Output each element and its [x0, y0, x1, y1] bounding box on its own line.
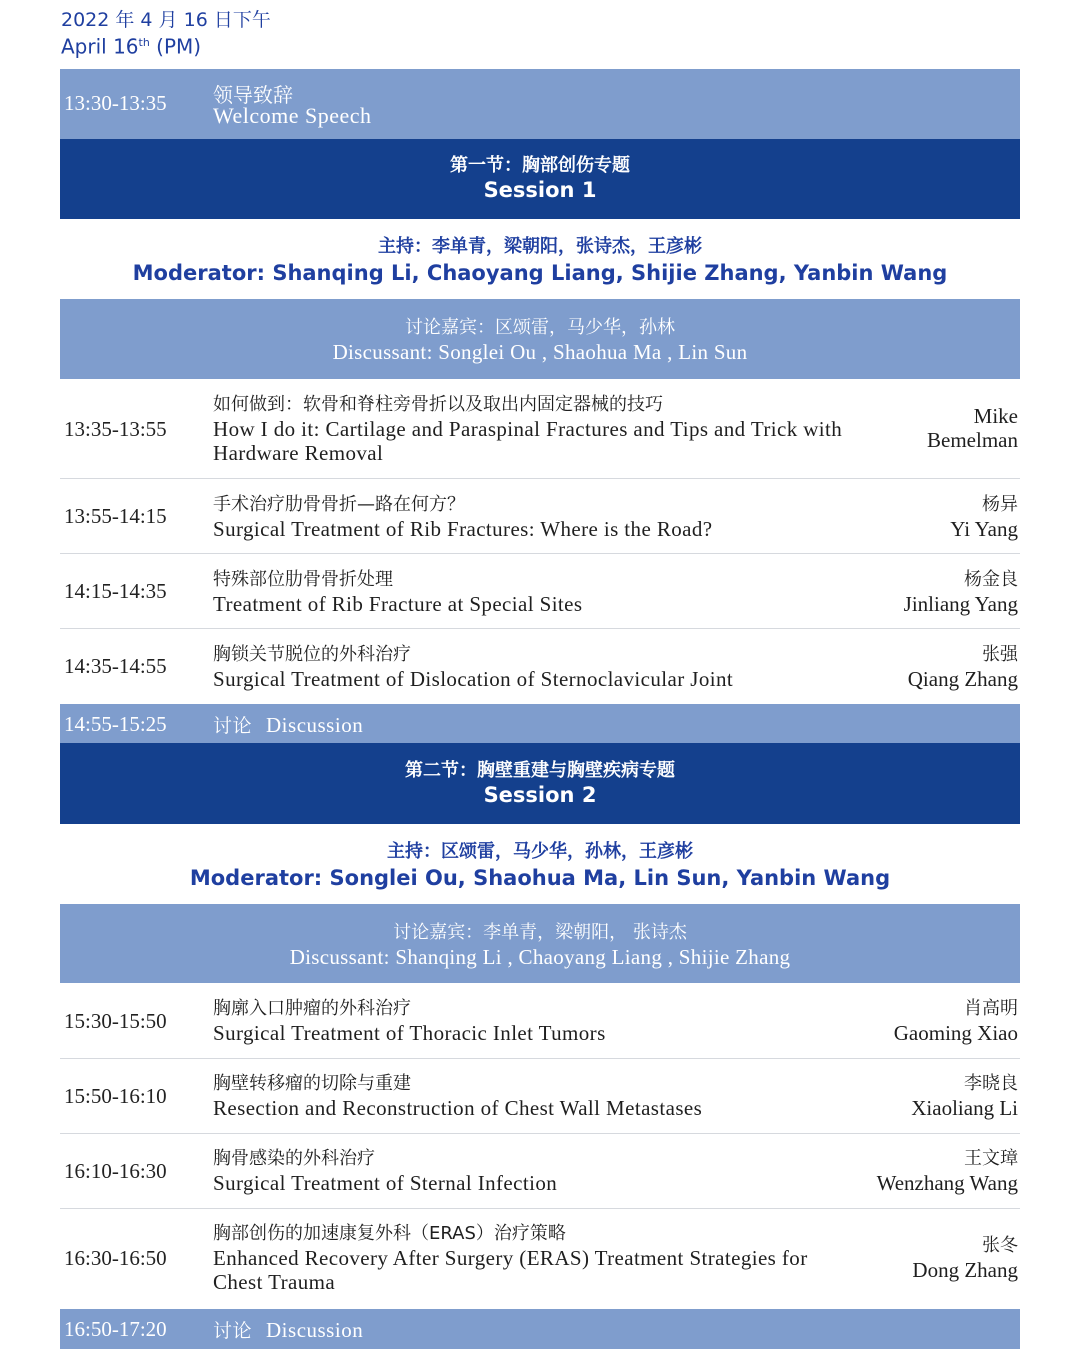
speaker: 肖高明 Gaoming Xiao — [893, 998, 1018, 1045]
welcome-time: 13:30-13:35 — [64, 91, 167, 115]
date-en: April 16th (PM) — [61, 34, 202, 59]
welcome-title-en: Welcome Speech — [213, 103, 372, 128]
speaker: 杨异 Yi Yang — [950, 494, 1018, 541]
talk-row: 13:55-14:15 手术治疗肋骨骨折—路在何方？ Surgical Treatment of Rib Fractures: Where is the Road? 杨异 Yi Yang — [60, 479, 1020, 554]
session2-discussion: 16:50-17:20 讨论 Discussion — [60, 1309, 1020, 1349]
session1-discussants: 讨论嘉宾：区颂雷，马少华，孙林 Discussant: Songlei Ou , Shaohua Ma , Lin Sun — [60, 299, 1020, 379]
welcome-title-zh: 领导致辞 — [213, 83, 293, 107]
session1-moderators: 主持：李单青，梁朝阳，张诗杰，王彦彬 Moderator: Shanqing Li, Chaoyang Liang, Shijie Zhang, Yanbin Wang — [132, 236, 948, 285]
speaker: 张冬 Dong Zhang — [912, 1235, 1018, 1282]
program-date — [61, 8, 271, 58]
session2-title-en: Session 2 — [483, 783, 597, 807]
session1-header — [60, 139, 1020, 219]
session1-discussion: 14:55-15:25 讨论 Discussion — [60, 704, 1020, 743]
speaker: 李晓良 Xiaoliang Li — [911, 1073, 1018, 1120]
talk-row: 15:50-16:10 胸壁转移瘤的切除与重建 Resection and Reconstruction of Chest Wall Metastases 李晓良 Xiaoliang Li — [60, 1059, 1020, 1134]
session1-title-zh: 第一节：胸部创伤专题 — [450, 155, 630, 176]
session2-moderators: 主持：区颂雷，马少华，孙林，王彦彬 Moderator: Songlei Ou, Shaohua Ma, Lin Sun, Yanbin Wang — [189, 841, 891, 890]
session1-title-en: Session 1 — [483, 178, 597, 202]
talk-row: 13:35-13:55 如何做到：软骨和脊柱旁骨折以及取出内固定器械的技巧 How I do it: Cartilage and Paraspinal Fractures and Tips and Trick with Hardware Removal Mike Bemelman — [60, 379, 1020, 479]
talk-row: 14:15-14:35 特殊部位肋骨骨折处理 Treatment of Rib Fracture at Special Sites 杨金良 Jinliang Yang — [60, 554, 1020, 629]
speaker: 杨金良 Jinliang Yang — [903, 569, 1018, 616]
session2-title-zh: 第二节：胸壁重建与胸壁疾病专题 — [405, 760, 675, 781]
date-zh: 2022 年 4 月 16 日下午 — [61, 9, 271, 31]
welcome-row — [60, 69, 1020, 139]
speaker: 张强 Qiang Zhang — [907, 644, 1018, 691]
talk-row: 16:10-16:30 胸骨感染的外科治疗 Surgical Treatment of Sternal Infection 王文璋 Wenzhang Wang — [60, 1134, 1020, 1209]
speaker: Mike Bemelman — [927, 404, 1018, 452]
talk-row: 14:35-14:55 胸锁关节脱位的外科治疗 Surgical Treatment of Dislocation of Sternoclavicular Joint 张强 Qiang Zhang — [64, 644, 1018, 691]
talk-row: 15:30-15:50 胸廓入口肿瘤的外科治疗 Surgical Treatment of Thoracic Inlet Tumors 肖高明 Gaoming Xiao — [60, 984, 1020, 1059]
talk-row: 16:30-16:50 胸部创伤的加速康复外科（ERAS）治疗策略 Enhanced Recovery After Surgery (ERAS) Treatment Strategies for Chest Trauma 张冬 Dong Zhang — [64, 1223, 1018, 1294]
session2-header — [60, 743, 1020, 824]
session2-discussants: 讨论嘉宾：李单青，梁朝阳， 张诗杰 Discussant: Shanqing Li , Chaoyang Liang , Shijie Zhang — [60, 904, 1020, 983]
speaker: 王文璋 Wenzhang Wang — [876, 1148, 1018, 1195]
